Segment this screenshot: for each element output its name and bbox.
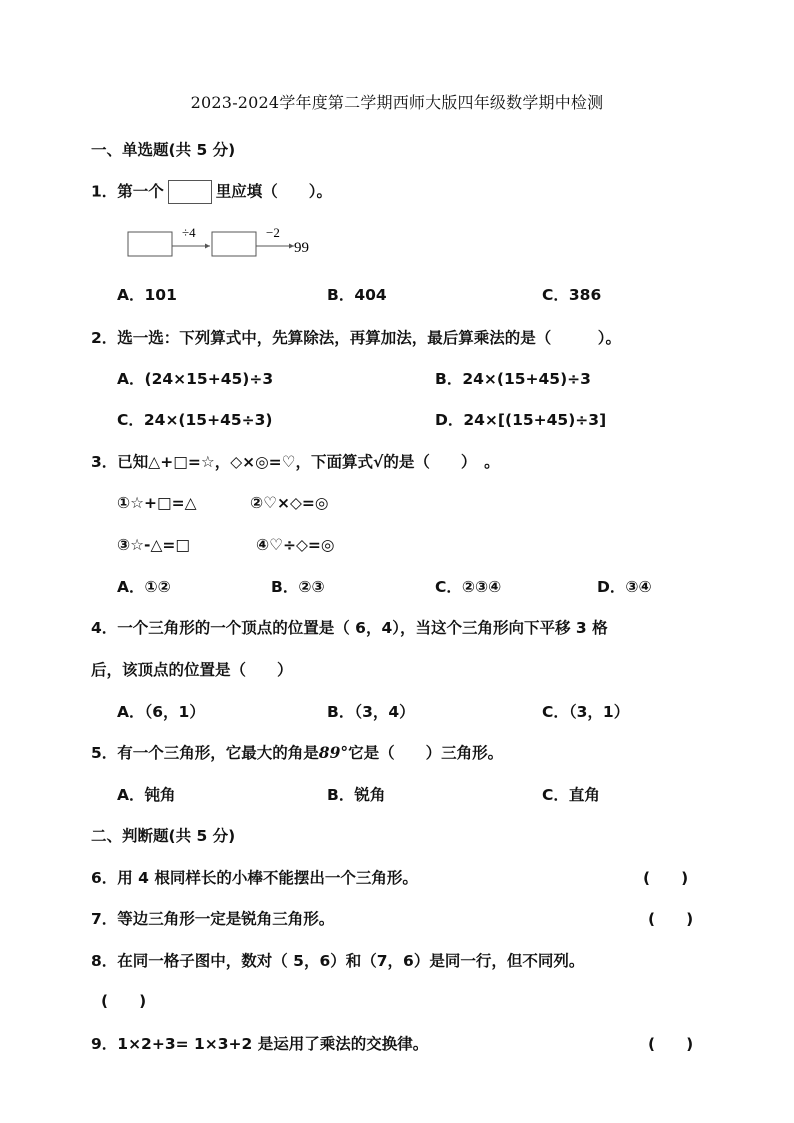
question-5: [91, 742, 503, 764]
q3-statement-4: ④♡÷◇=◎: [256, 536, 335, 554]
q4-option-a: A．（6，1）: [117, 703, 205, 721]
section-1-heading: 一、单选题(共 5 分): [91, 141, 236, 159]
q3-statement-1: ①☆+□=△: [117, 494, 197, 512]
q1-option-a: A．101: [117, 286, 177, 304]
diagram-box-1: [128, 232, 172, 256]
question-5-prefix: 5．有一个三角形，它最大的角是: [91, 744, 319, 762]
q5-option-a: A．钝角: [117, 786, 176, 804]
question-1: [91, 180, 332, 204]
question-5-suffix: 它是（ ）三角形。: [348, 744, 504, 762]
q3-statement-2: ②♡×◇=◎: [250, 494, 329, 512]
answer-box: [168, 180, 212, 204]
question-9: 9．1×2+3= 1×3+2 是运用了乘法的交换律。: [91, 1035, 429, 1053]
q1-option-b: B．404: [327, 286, 387, 304]
q1-option-c: C．386: [542, 286, 602, 304]
question-1-suffix: 里应填（ ）。: [215, 182, 333, 201]
q3-option-a: A．①②: [117, 578, 171, 596]
q4-option-b: B．（3，4）: [327, 703, 415, 721]
q7-answer-paren: ( ): [648, 910, 694, 928]
q3-option-c: C．②③④: [435, 578, 502, 596]
q3-option-d: D．③④: [597, 578, 652, 596]
section-2-heading: 二、判断题(共 5 分): [91, 827, 236, 845]
q2-option-b: B．24×(15+45)÷3: [435, 370, 591, 388]
q8-answer-paren: ( ): [101, 992, 147, 1010]
question-4-line-2: 后，该顶点的位置是（ ）: [91, 661, 293, 679]
question-6: 6．用 4 根同样长的小棒不能摆出一个三角形。: [91, 869, 418, 887]
diagram-box-2: [212, 232, 256, 256]
diagram-op-1: ÷4: [182, 225, 196, 240]
question-4-line-1: 4．一个三角形的一个顶点的位置是（ 6，4），当这个三角形向下平移 3 格: [91, 619, 608, 637]
q6-answer-paren: ( ): [643, 869, 689, 887]
question-1-diagram: [126, 222, 326, 262]
q5-option-b: B．锐角: [327, 786, 386, 804]
page-title: 2023-2024学年度第二学期西师大版四年级数学期中检测: [190, 93, 604, 112]
diagram-result: 99: [294, 240, 309, 256]
q3-option-b: B．②③: [271, 578, 325, 596]
q2-option-c: C．24×(15+45÷3): [117, 411, 273, 429]
q2-option-a: A．(24×15+45)÷3: [117, 370, 274, 388]
diagram-arrowhead-1: [205, 244, 210, 249]
question-7: 7．等边三角形一定是锐角三角形。: [91, 910, 335, 928]
q3-statement-3: ③☆-△=□: [117, 536, 191, 554]
q5-option-c: C．直角: [542, 786, 600, 804]
q4-option-c: C．（3，1）: [542, 703, 630, 721]
q9-answer-paren: ( ): [648, 1035, 694, 1053]
question-1-prefix: 1．第一个: [91, 182, 164, 201]
angle-value: 89°: [318, 743, 349, 762]
question-3: 3．已知△+□=☆，◇×◎=♡，下面算式√的是（ ） 。: [91, 453, 500, 471]
question-2: 2．选一选：下列算式中，先算除法，再算加法，最后算乘法的是（ ）。: [91, 329, 622, 347]
question-8: 8．在同一格子图中，数对（ 5，6）和（7，6）是同一行，但不同列。: [91, 952, 585, 970]
q2-option-d: D．24×[(15+45)÷3]: [435, 411, 607, 429]
diagram-op-2: −2: [266, 225, 280, 240]
